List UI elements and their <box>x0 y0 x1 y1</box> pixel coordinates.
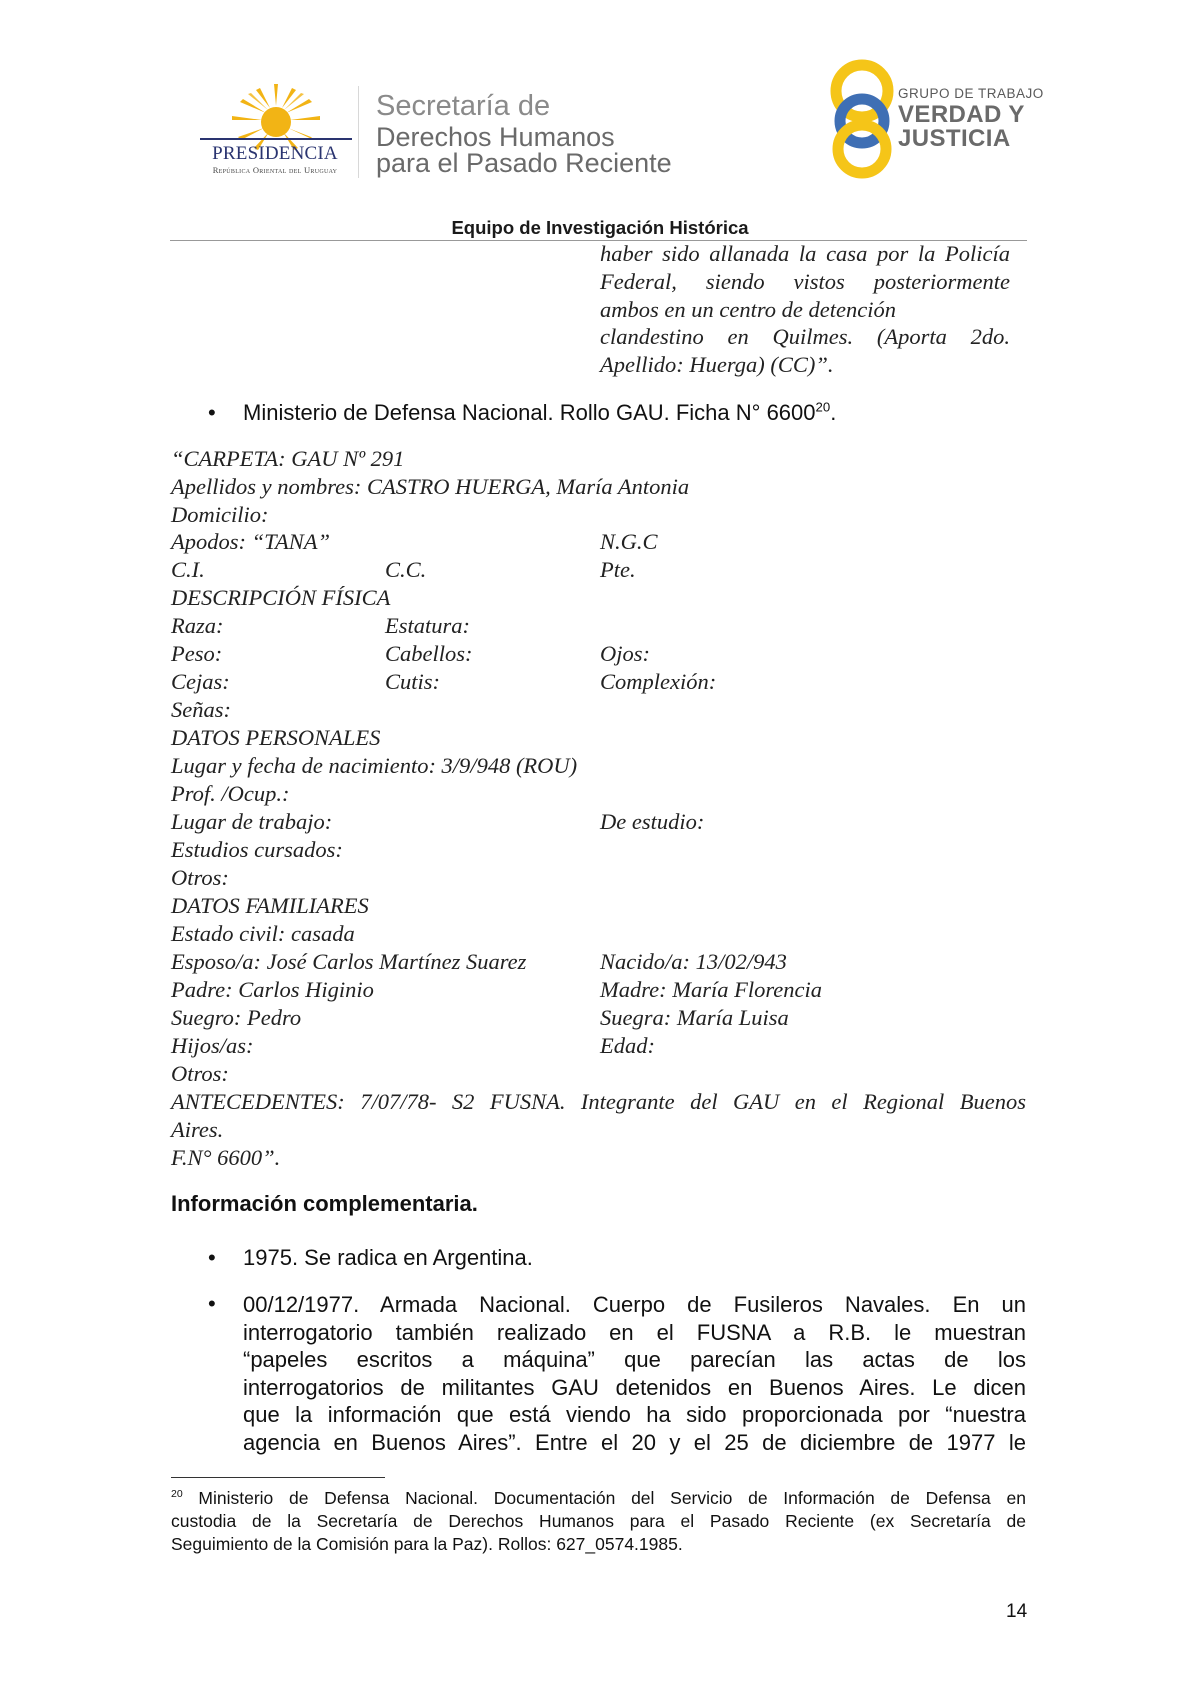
record-prof: Prof. /Ocup.: <box>171 781 290 806</box>
record-otros: Otros: <box>171 1061 229 1086</box>
quote-line: haber sido allanada la casa por la Policía <box>600 241 1010 266</box>
record-datos-personales: DATOS PERSONALES <box>171 725 381 750</box>
record-desc-fisica: DESCRIPCIÓN FÍSICA <box>171 585 391 610</box>
record-estado-civil: Estado civil: casada <box>171 921 355 946</box>
record-complexion: Complexión: <box>600 669 717 694</box>
bullet-end: . <box>830 400 837 425</box>
record-cutis: Cutis: <box>385 669 441 694</box>
record-domicilio: Domicilio: <box>171 502 269 527</box>
record-estatura: Estatura: <box>385 613 471 638</box>
header-divider <box>358 86 359 178</box>
paragraph-line: interrogatorios de militantes GAU detenidos en Buenos Aires. Le dicen <box>243 1374 1026 1400</box>
record-edad: Edad: <box>600 1033 655 1058</box>
record-pte: Pte. <box>600 557 636 582</box>
record-esposo: Esposo/a: José Carlos Martínez Suarez <box>171 949 527 974</box>
secretaria-title-line3: para el Pasado Reciente <box>376 148 672 178</box>
verdad-justicia-rings-logo <box>818 57 906 181</box>
quote-continuation <box>600 240 1010 379</box>
quote-line: ambos en un centro de detención <box>600 296 896 322</box>
record-hijos: Hijos/as: <box>171 1033 254 1058</box>
bullet-1975: 1975. Se radica en Argentina. <box>243 1245 533 1270</box>
vj-label-line2: VERDAD Y <box>898 101 1025 128</box>
secretaria-title-line2: Derechos Humanos <box>376 122 615 152</box>
record-ngc: N.G.C <box>600 529 658 554</box>
record-ojos: Ojos: <box>600 641 650 666</box>
secretaria-title-line1: Secretaría de <box>376 90 551 122</box>
record-datos-familiares: DATOS FAMILIARES <box>171 893 369 918</box>
record-nacido: Nacido/a: 13/02/943 <box>600 949 787 974</box>
record-raza: Raza: <box>171 613 224 638</box>
record-carpeta: “CARPETA: GAU Nº 291 <box>171 446 405 471</box>
record-de-estudio: De estudio: <box>600 809 705 834</box>
quote-line: clandestino en Quilmes. (Aporta 2do. <box>600 324 1010 350</box>
paragraph-line: “papeles escritos a máquina” que parecían las actas de los <box>243 1347 1026 1372</box>
page-number: 14 <box>1006 1601 1028 1622</box>
team-title: Equipo de Investigación Histórica <box>451 217 749 238</box>
record-apellidos: Apellidos y nombres: CASTRO HUERGA, María Antonia <box>171 474 690 499</box>
bullet-dot: • <box>208 400 216 425</box>
record-padre: Padre: Carlos Higinio <box>171 977 374 1002</box>
bullet-dot: • <box>208 1291 216 1316</box>
record-otros: Otros: <box>171 865 229 890</box>
footnote-line: Seguimiento de la Comisión para la Paz). Rollos: 627_0574.1985. <box>171 1534 683 1554</box>
footnote-text: Ministerio de Defensa Nacional. Documentación del Servicio de Información de Defensa en <box>198 1488 1026 1508</box>
presidencia-subtitle: República Oriental del Uruguay <box>212 165 338 175</box>
footnote-rule <box>171 1477 385 1478</box>
record-peso: Peso: <box>171 641 223 666</box>
presidencia-label: PRESIDENCIA <box>212 143 338 164</box>
paragraph-line: 00/12/1977. Armada Nacional. Cuerpo de Fusileros Navales. En un <box>243 1292 1026 1317</box>
vj-label-line3: JUSTICIA <box>898 125 1011 152</box>
record-ci: C.I. <box>171 557 205 582</box>
record-suegro: Suegro: Pedro <box>171 1005 302 1030</box>
paragraph-line: que la información que está viendo ha sido proporcionada por “nuestra <box>243 1402 1026 1427</box>
record-lugar-fecha: Lugar y fecha de nacimiento: 3/9/948 (ROU) <box>171 753 578 778</box>
footnote <box>171 1487 1026 1556</box>
footnote-ref[interactable]: 20 <box>815 399 831 415</box>
record-suegra: Suegra: María Luisa <box>600 1005 789 1030</box>
footnote-line: custodia de la Secretaría de Derechos Humanos para el Pasado Reciente (ex Secretaría de <box>171 1511 1026 1531</box>
bullet-1977-paragraph <box>243 1291 1026 1456</box>
section-heading: Información complementaria. <box>171 1191 478 1216</box>
record-estudios: Estudios cursados: <box>171 837 343 862</box>
paragraph-line: interrogatorio también realizado en el FUSNA a R.B. le muestran <box>243 1319 1026 1345</box>
bullet-dot: • <box>208 1245 216 1270</box>
record-madre: Madre: María Florencia <box>600 977 823 1002</box>
quote-line: Federal, siendo vistos posteriormente <box>600 268 1010 294</box>
bullet-ministerio <box>243 400 836 426</box>
record-antecedentes: ANTECEDENTES: 7/07/78- S2 FUSNA. Integrante del GAU en el Regional Buenos <box>171 1089 1026 1114</box>
quote-line: Apellido: Huerga) (CC)”. <box>600 352 834 378</box>
record-cc: C.C. <box>385 557 427 582</box>
footnote-line <box>171 1487 1026 1510</box>
record-senas: Señas: <box>171 697 231 722</box>
record-antecedentes-cont: Aires. <box>171 1117 224 1142</box>
vj-label-line1: GRUPO DE TRABAJO <box>898 86 1044 101</box>
record-cabellos: Cabellos: <box>385 641 473 666</box>
footnote-number: 20 <box>171 1488 183 1501</box>
record-fn: F.N° 6600”. <box>171 1145 281 1170</box>
record-apodos: Apodos: “TANA” <box>171 529 330 554</box>
record-cejas: Cejas: <box>171 669 230 694</box>
bullet-text: Ministerio de Defensa Nacional. Rollo GAU. Ficha N° 6600 <box>243 400 816 425</box>
paragraph-line: agencia en Buenos Aires”. Entre el 20 y el 25 de diciembre de 1977 le <box>243 1429 1026 1455</box>
record-lugar-trabajo: Lugar de trabajo: <box>171 809 333 834</box>
